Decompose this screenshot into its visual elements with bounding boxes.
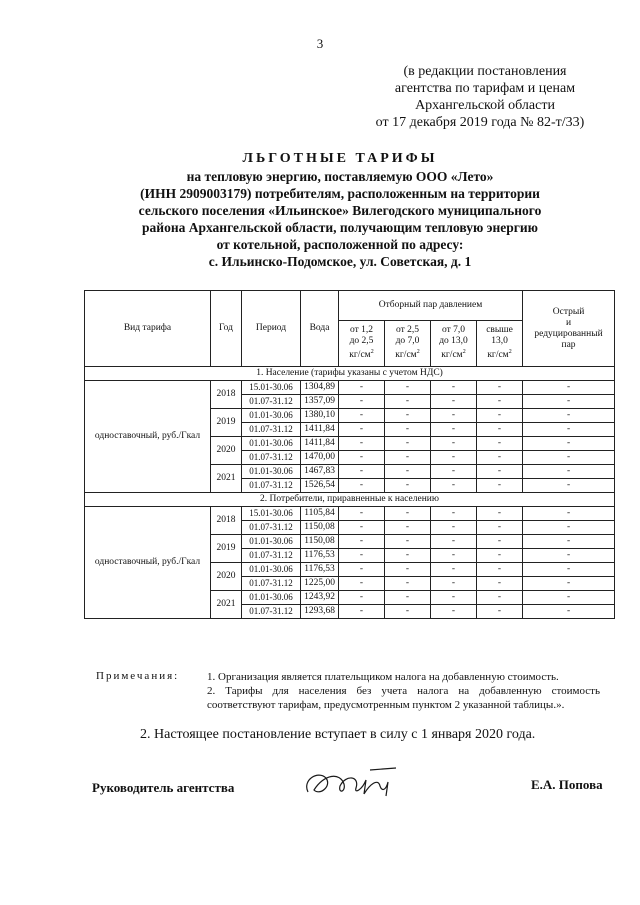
steam-tariff-cell: - [431,451,477,465]
year-cell: 2018 [211,507,242,535]
period-cell: 01.07-31.12 [242,395,301,409]
steam-tariff-cell: - [477,409,523,423]
header-pressure-3 [431,321,477,367]
year-cell: 2020 [211,563,242,591]
header-pressure-2 [385,321,431,367]
amendment-line: от 17 декабря 2019 года № 82-т/33) [375,115,585,130]
steam-tariff-cell: - [477,395,523,409]
steam-tariff-cell: - [339,437,385,451]
steam-tariff-cell: - [385,563,431,577]
steam-tariff-cell: - [385,409,431,423]
steam-tariff-cell: - [477,549,523,563]
steam-tariff-cell: - [339,451,385,465]
steam-tariff-cell: - [385,507,431,521]
tariff-type-cell: одноставочный, руб./Гкал [85,381,211,493]
year-cell: 2021 [211,465,242,493]
water-tariff-cell: 1225,00 [301,577,339,591]
year-cell: 2020 [211,437,242,465]
title-line: района Архангельской области, получающим тепловую энергию [142,220,538,235]
steam-tariff-cell: - [431,605,477,619]
title-line: на тепловую энергию, поставляемую ООО «Лето» [186,169,494,184]
year-cell: 2019 [211,409,242,437]
steam-tariff-cell: - [385,577,431,591]
period-cell: 01.07-31.12 [242,549,301,563]
note-item: 1. Организация является плательщиком налога на добавленную стоимость. [207,671,559,683]
steam-tariff-cell: - [477,437,523,451]
year-cell: 2018 [211,381,242,409]
sharp-steam-tariff-cell: - [523,479,615,493]
pressure-unit: кг/см [487,350,509,361]
header-sharp-line: Острый [552,306,585,317]
steam-tariff-cell: - [477,577,523,591]
steam-tariff-cell: - [431,409,477,423]
table-row [85,381,615,395]
sharp-steam-tariff-cell: - [523,535,615,549]
steam-tariff-cell: - [339,465,385,479]
pressure-line: до 7,0 [395,336,420,347]
pressure-exp: 2 [416,349,420,356]
steam-tariff-cell: - [477,563,523,577]
steam-tariff-cell: - [339,577,385,591]
steam-tariff-cell: - [431,437,477,451]
period-cell: 15.01-30.06 [242,507,301,521]
sharp-steam-tariff-cell: - [523,577,615,591]
steam-tariff-cell: - [431,563,477,577]
steam-tariff-cell: - [339,409,385,423]
steam-tariff-cell: - [339,549,385,563]
section-title: 2. Потребители, приравненные к населению [85,493,615,507]
steam-tariff-cell: - [339,381,385,395]
steam-tariff-cell: - [477,535,523,549]
steam-tariff-cell: - [477,381,523,395]
steam-tariff-cell: - [385,451,431,465]
header-sharp-line: и [565,317,572,328]
pressure-line: 13,0 [491,336,508,347]
water-tariff-cell: 1526,54 [301,479,339,493]
note-item: 2. Тарифы для населения без учета налога на добавленную стоимость соответствуют тарифам, предусмотренным пунктом 2 указанной таблицы.». [207,685,600,711]
steam-tariff-cell: - [339,507,385,521]
amendment-line: Архангельской области [415,98,555,113]
water-tariff-cell: 1357,09 [301,395,339,409]
signatory-name: Е.А. Попова [531,777,603,792]
steam-tariff-cell: - [431,465,477,479]
water-tariff-cell: 1467,83 [301,465,339,479]
steam-tariff-cell: - [385,395,431,409]
steam-tariff-cell: - [339,479,385,493]
water-tariff-cell: 1293,68 [301,605,339,619]
steam-tariff-cell: - [431,591,477,605]
pressure-line: от 2,5 [395,325,420,336]
pressure-exp: 2 [508,349,512,356]
water-tariff-cell: 1411,84 [301,437,339,451]
title-line: с. Ильинско-Подомское, ул. Советская, д. 1 [208,254,472,269]
water-tariff-cell: 1243,92 [301,591,339,605]
steam-tariff-cell: - [339,521,385,535]
steam-tariff-cell: - [385,521,431,535]
sharp-steam-tariff-cell: - [523,549,615,563]
period-cell: 15.01-30.06 [242,381,301,395]
water-tariff-cell: 1380,10 [301,409,339,423]
amendment-line: агентства по тарифам и ценам [394,81,576,96]
header-tariff-type: Вид тарифа [85,291,211,367]
tariff-type-cell: одноставочный, руб./Гкал [85,507,211,619]
steam-tariff-cell: - [339,535,385,549]
steam-tariff-cell: - [385,381,431,395]
steam-tariff-cell: - [431,521,477,535]
header-steam-group: Отборный пар давлением [339,291,523,321]
pressure-unit: кг/см [349,350,371,361]
period-cell: 01.07-31.12 [242,451,301,465]
water-tariff-cell: 1176,53 [301,549,339,563]
steam-tariff-cell: - [431,535,477,549]
title-line: сельского поселения «Ильинское» Вилегодского муниципального [138,203,542,218]
steam-tariff-cell: - [385,465,431,479]
period-cell: 01.01-30.06 [242,437,301,451]
tariff-table [84,290,615,619]
year-cell: 2021 [211,591,242,619]
steam-tariff-cell: - [385,535,431,549]
sharp-steam-tariff-cell: - [523,507,615,521]
pressure-exp: 2 [370,349,374,356]
header-sharp-line: редуцированный [534,328,603,339]
pressure-line: свыше [486,325,513,336]
pressure-line: от 7,0 [441,325,466,336]
steam-tariff-cell: - [477,591,523,605]
header-sharp-steam [523,291,615,367]
amendment-line: (в редакции постановления [403,64,567,79]
steam-tariff-cell: - [385,591,431,605]
steam-tariff-cell: - [339,605,385,619]
period-cell: 01.07-31.12 [242,605,301,619]
steam-tariff-cell: - [339,563,385,577]
sharp-steam-tariff-cell: - [523,465,615,479]
pressure-exp: 2 [462,349,466,356]
steam-tariff-cell: - [431,577,477,591]
sharp-steam-tariff-cell: - [523,437,615,451]
period-cell: 01.07-31.12 [242,577,301,591]
steam-tariff-cell: - [339,591,385,605]
steam-tariff-cell: - [385,549,431,563]
header-year: Год [211,291,242,367]
period-cell: 01.07-31.12 [242,423,301,437]
steam-tariff-cell: - [431,549,477,563]
steam-tariff-cell: - [385,437,431,451]
water-tariff-cell: 1304,89 [301,381,339,395]
water-tariff-cell: 1411,84 [301,423,339,437]
title-line: (ИНН 2909003179) потребителям, расположенным на территории [140,186,540,201]
header-period: Период [242,291,301,367]
document-title: ЛЬГОТНЫЕ ТАРИФЫ [242,151,438,166]
steam-tariff-cell: - [431,423,477,437]
sharp-steam-tariff-cell: - [523,395,615,409]
header-pressure-4 [477,321,523,367]
period-cell: 01.07-31.12 [242,521,301,535]
sharp-steam-tariff-cell: - [523,563,615,577]
pressure-line: до 13,0 [439,336,468,347]
water-tariff-cell: 1105,84 [301,507,339,521]
effective-date-clause: 2. Настоящее постановление вступает в силу с 1 января 2020 года. [140,727,536,742]
period-cell: 01.07-31.12 [242,479,301,493]
steam-tariff-cell: - [339,423,385,437]
water-tariff-cell: 1176,53 [301,563,339,577]
period-cell: 01.01-30.06 [242,591,301,605]
steam-tariff-cell: - [339,395,385,409]
period-cell: 01.01-30.06 [242,535,301,549]
steam-tariff-cell: - [477,507,523,521]
steam-tariff-cell: - [431,381,477,395]
steam-tariff-cell: - [477,479,523,493]
notes-label: Примечания: [96,670,180,682]
sharp-steam-tariff-cell: - [523,409,615,423]
year-cell: 2019 [211,535,242,563]
water-tariff-cell: 1150,08 [301,535,339,549]
steam-tariff-cell: - [477,451,523,465]
header-sharp-line: пар [561,339,576,350]
sharp-steam-tariff-cell: - [523,423,615,437]
sharp-steam-tariff-cell: - [523,521,615,535]
page-number: 3 [316,36,324,51]
pressure-line: до 2,5 [349,336,374,347]
steam-tariff-cell: - [385,423,431,437]
sharp-steam-tariff-cell: - [523,591,615,605]
period-cell: 01.01-30.06 [242,465,301,479]
steam-tariff-cell: - [431,395,477,409]
pressure-unit: кг/см [441,350,463,361]
steam-tariff-cell: - [431,507,477,521]
title-line: от котельной, расположенной по адресу: [216,237,464,252]
steam-tariff-cell: - [385,605,431,619]
period-cell: 01.01-30.06 [242,409,301,423]
signatory-title: Руководитель агентства [92,780,235,795]
pressure-line: от 1,2 [349,325,374,336]
sharp-steam-tariff-cell: - [523,381,615,395]
section-title: 1. Население (тарифы указаны с учетом НДС) [85,367,615,381]
steam-tariff-cell: - [431,479,477,493]
table-row [85,507,615,521]
handwritten-signature [300,760,410,810]
period-cell: 01.01-30.06 [242,563,301,577]
steam-tariff-cell: - [477,465,523,479]
steam-tariff-cell: - [477,605,523,619]
steam-tariff-cell: - [477,521,523,535]
water-tariff-cell: 1150,08 [301,521,339,535]
header-water: Вода [301,291,339,367]
pressure-unit: кг/см [395,350,417,361]
steam-tariff-cell: - [477,423,523,437]
water-tariff-cell: 1470,00 [301,451,339,465]
sharp-steam-tariff-cell: - [523,451,615,465]
header-pressure-1 [339,321,385,367]
sharp-steam-tariff-cell: - [523,605,615,619]
steam-tariff-cell: - [385,479,431,493]
